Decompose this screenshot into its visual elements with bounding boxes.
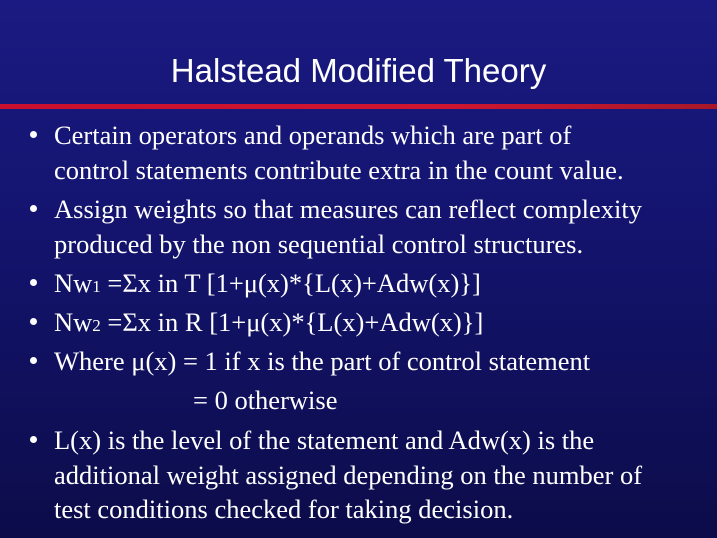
bullet-dot-icon [30,318,37,325]
formula-line [54,266,481,305]
title-divider [0,104,717,109]
bullet-line: Certain operators and operands which are part of [54,120,572,150]
formula-subscript: 2 [92,316,101,335]
bullet-line: Where μ(x) = 1 if x is the part of control statement [54,346,591,376]
bullet-line: control statements contribute extra in the count value. [54,154,624,185]
bullet-dot-icon [30,357,37,364]
page-title: Halstead Modified Theory [170,52,547,89]
bullet-line: L(x) is the level of the statement and Adw(x) is the [54,425,595,455]
formula-prefix: Nw [54,307,93,337]
formula-line [54,305,483,344]
formula-prefix: Nw [54,268,93,298]
bullet-dot-icon [30,436,37,443]
bullet-line-indented: = 0 otherwise [193,385,338,415]
bullet-line: produced by the non sequential control structures. [54,228,584,259]
bullet-line: test conditions checked for taking decision. [54,494,514,524]
formula-subscript: 1 [92,277,101,296]
bullet-line: additional weight assigned depending on the number of [54,459,643,490]
formula-body: =Σx in R [1+μ(x)*{L(x)+Adw(x)}] [100,307,484,337]
formula-body: =Σx in T [1+μ(x)*{L(x)+Adw(x)}] [100,268,481,298]
bullet-dot-icon [30,279,37,286]
bullet-line: Assign weights so that measures can reflect complexity [54,194,642,224]
bullet-dot-icon [30,205,37,212]
bullet-dot-icon [30,131,37,138]
